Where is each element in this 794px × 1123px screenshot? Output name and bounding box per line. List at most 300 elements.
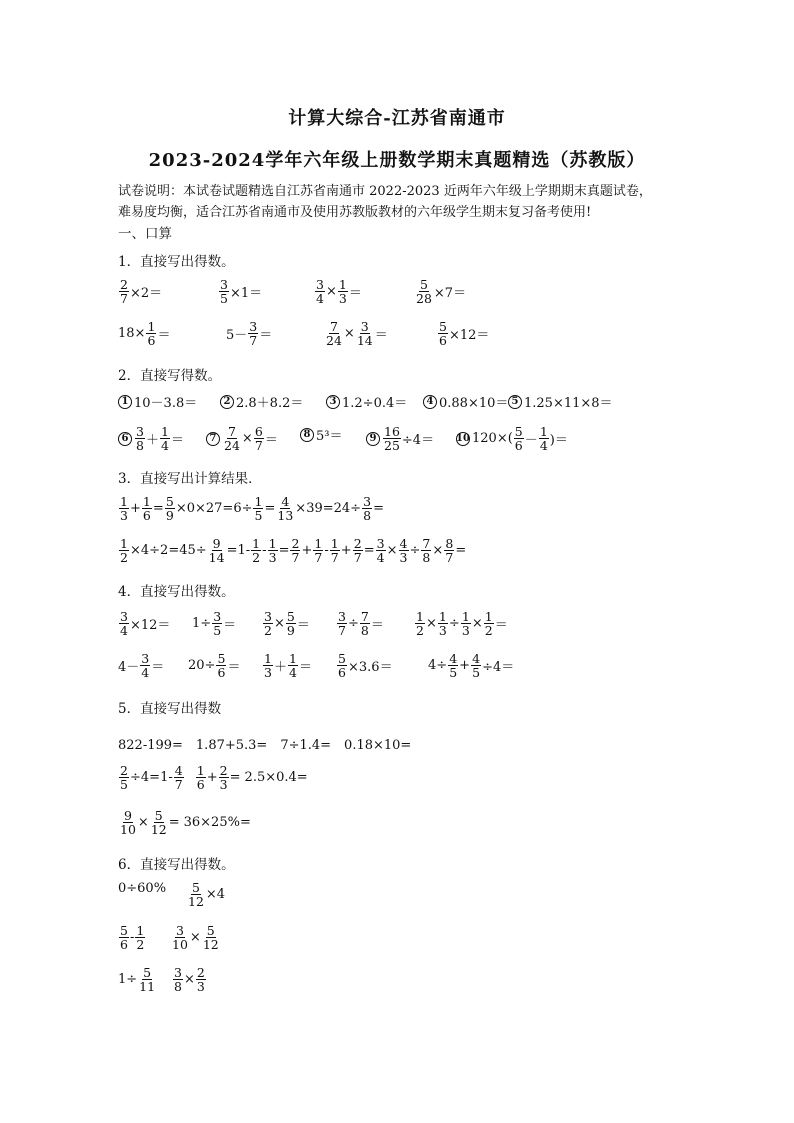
fraction — [216, 652, 226, 679]
q2-row-2 — [0, 425, 794, 455]
circled-number: 4 — [423, 395, 437, 409]
expr-text: = — [278, 543, 290, 558]
denominator: 8 — [363, 508, 372, 523]
q3-line-2 — [118, 537, 466, 564]
denominator: 7 — [353, 550, 362, 565]
denominator: 7 — [314, 550, 323, 565]
expr-text: ＝ — [259, 328, 273, 343]
q2-item-3 — [326, 392, 407, 411]
numerator: 7 — [329, 319, 338, 334]
numerator: 1 — [438, 609, 447, 624]
denominator: 3 — [438, 623, 447, 638]
fraction — [119, 495, 129, 522]
expr-text: 1÷ — [118, 972, 138, 987]
denominator: 4 — [161, 438, 169, 453]
expr-text: ＝ — [296, 618, 310, 633]
numerator: 1 — [142, 494, 151, 509]
expr-text: ÷4＝ — [482, 660, 515, 675]
expr-text: × — [343, 326, 355, 341]
expr-text: 18× — [118, 326, 146, 341]
expr-text: + — [206, 770, 218, 785]
fraction — [171, 924, 189, 951]
q4-item-3 — [262, 610, 310, 637]
expr-text: - — [130, 930, 135, 945]
fraction — [142, 495, 152, 522]
circled-number: 2 — [220, 395, 234, 409]
fraction — [196, 764, 206, 791]
q2-item-9 — [366, 425, 434, 452]
denominator: 7 — [445, 550, 454, 565]
document-subtitle: 2023-2024学年六年级上册数学期末真题精选（苏教版） — [148, 150, 646, 171]
expr-text: - — [262, 543, 267, 558]
denominator: 4 — [141, 665, 150, 680]
numerator: 2 — [196, 965, 205, 980]
fraction — [219, 764, 229, 791]
denominator: 25 — [384, 438, 400, 453]
numerator: 1 — [161, 424, 169, 439]
q1-item-5 — [118, 320, 170, 347]
circled-number: 1 — [118, 395, 132, 409]
fraction — [146, 320, 156, 347]
q4-item-10 — [428, 652, 514, 679]
fraction — [263, 610, 273, 637]
denominator: 5 — [449, 665, 458, 680]
fraction — [263, 652, 273, 679]
document-title: 计算大综合-江苏省南通市 — [288, 108, 506, 129]
expr-text: － — [524, 433, 538, 448]
denominator: 4 — [376, 550, 385, 565]
denominator: 7 — [338, 623, 346, 638]
denominator: 3 — [120, 508, 128, 523]
expr-text: 36×25%= — [183, 815, 251, 830]
denominator: 7 — [249, 333, 258, 348]
expr-text: ×1＝ — [230, 286, 263, 301]
expr-text: = — [168, 815, 180, 830]
circled-number: 7 — [206, 432, 220, 446]
numerator: 2 — [291, 536, 300, 551]
denominator: 8 — [422, 550, 431, 565]
denominator: 5 — [120, 777, 128, 792]
denominator: 8 — [136, 438, 144, 453]
denominator: 3 — [196, 979, 205, 994]
expr-text: ×4 — [205, 887, 226, 902]
fraction — [461, 610, 471, 637]
circled-number: 9 — [366, 432, 380, 446]
intro-line-2: 难易度均衡，适合江苏省南通市及使用苏教版教材的六年级学生期末复习备考使用! — [118, 205, 592, 220]
numerator: 1 — [314, 536, 323, 551]
q5-line-3 — [118, 809, 251, 836]
expr-text: 4÷ — [428, 658, 448, 673]
q4-item-4 — [336, 610, 384, 637]
expr-text: × — [189, 930, 201, 945]
expr-text: )＝ — [549, 433, 568, 448]
q2-heading: 2．直接写得数。 — [118, 368, 222, 384]
expr-text: ＝ — [157, 328, 171, 343]
numerator: 5 — [165, 494, 174, 509]
denominator: 11 — [139, 979, 156, 994]
numerator: 4 — [174, 763, 183, 778]
fraction — [119, 809, 137, 836]
fraction — [337, 652, 347, 679]
denominator: 4 — [289, 665, 297, 680]
numerator: 1 — [264, 651, 272, 666]
q4-item-8 — [262, 652, 312, 679]
denominator: 10 — [120, 822, 136, 837]
expr-text: ×3.6＝ — [348, 660, 393, 675]
q1-item-2 — [218, 278, 262, 305]
expr-text: ÷4＝ — [401, 433, 435, 448]
q5-row-2 — [0, 764, 794, 794]
expr-text: × — [184, 972, 195, 987]
expr-text: 1- — [160, 770, 173, 785]
denominator: 5 — [213, 623, 222, 638]
numerator: 5 — [514, 424, 523, 439]
q1-heading: 1．直接写出得数。 — [118, 254, 235, 270]
expr-text: 2.5×0.4= — [244, 770, 308, 785]
expr-text: = — [229, 770, 241, 785]
expr-text: - — [324, 543, 329, 558]
numerator: 3 — [363, 494, 372, 509]
expr-text: ＝ — [348, 286, 362, 301]
numerator: 1 — [416, 609, 424, 624]
denominator: 14 — [208, 550, 225, 565]
numerator: 2 — [120, 277, 128, 292]
numerator: 5 — [217, 651, 226, 666]
expr-text: ＝ — [171, 433, 185, 448]
denominator: 6 — [439, 333, 447, 348]
q1-item-7 — [324, 320, 388, 347]
numerator: 1 — [330, 536, 339, 551]
expr-text: ＝ — [494, 618, 508, 633]
q6-item-3 — [118, 924, 146, 951]
expr-text: ＝ — [151, 660, 165, 675]
fraction — [290, 537, 300, 564]
expr-text: 1÷ — [192, 616, 212, 631]
fraction — [338, 278, 348, 305]
fraction — [223, 425, 241, 452]
fraction — [119, 764, 129, 791]
expr-text: 4－ — [118, 660, 140, 675]
expr-text: × — [274, 616, 285, 631]
denominator: 12 — [202, 937, 219, 952]
denominator: 24 — [326, 333, 342, 348]
numerator: 1 — [539, 424, 548, 439]
expr-text: = — [455, 543, 467, 558]
intro-line-1: 试卷说明：本试卷试题精选自江苏省南通市 2022-2023 近两年六年级上学期期末真题试卷， — [118, 184, 652, 199]
numerator: 7 — [227, 424, 236, 439]
fraction — [376, 537, 386, 564]
numerator: 1 — [268, 536, 277, 551]
fraction — [165, 495, 175, 522]
q6-row-3 — [0, 966, 794, 996]
q6-item-2 — [186, 881, 225, 908]
denominator: 5 — [254, 508, 263, 523]
expr-text: ×4÷2= — [130, 543, 180, 558]
denominator: 6 — [120, 937, 128, 952]
denominator: 7 — [330, 550, 339, 565]
q4-row-2 — [0, 652, 794, 682]
numerator: 4 — [449, 651, 458, 666]
numerator: 5 — [286, 609, 295, 624]
expr-text: ×2＝ — [130, 286, 163, 301]
numerator: 3 — [175, 923, 184, 938]
expr-text: × — [326, 284, 337, 299]
expr-text: ÷ — [409, 543, 421, 558]
expr-text: × — [426, 616, 437, 631]
q5-line-2 — [118, 764, 308, 791]
denominator: 12 — [188, 894, 204, 909]
expr-text: ＝ — [299, 660, 313, 675]
numerator: 5 — [439, 319, 447, 334]
expr-text: 20÷ — [188, 658, 216, 673]
fraction — [254, 425, 264, 452]
q6-row-1 — [0, 881, 794, 911]
numerator: 5 — [338, 651, 346, 666]
denominator: 2 — [484, 623, 493, 638]
expr-text: 2.8＋8.2＝ — [236, 396, 304, 411]
fraction — [160, 425, 170, 452]
numerator: 5 — [143, 965, 152, 980]
numerator: 1 — [136, 923, 145, 938]
q4-item-1 — [118, 610, 170, 637]
denominator: 4 — [539, 438, 548, 453]
expr-text: ×12＝ — [130, 618, 171, 633]
fraction — [315, 278, 325, 305]
circled-number: 5 — [508, 395, 522, 409]
expr-text: ＝ — [264, 433, 278, 448]
expr-text: 0.88×10＝ — [439, 396, 509, 411]
expr-text: + — [130, 501, 141, 516]
denominator: 3 — [338, 291, 347, 306]
numerator: 7 — [422, 536, 431, 551]
q3-line-1 — [118, 495, 384, 522]
fraction — [248, 320, 258, 347]
expr-text: 1- — [237, 543, 251, 558]
numerator: 3 — [136, 424, 144, 439]
q1-item-8 — [437, 320, 489, 347]
q4-item-6 — [118, 652, 164, 679]
expr-text: ＝ — [223, 618, 237, 633]
denominator: 7 — [254, 438, 263, 453]
fraction — [268, 537, 278, 564]
fraction — [330, 537, 340, 564]
denominator: 4 — [316, 291, 324, 306]
denominator: 3 — [264, 665, 272, 680]
numerator: 1 — [289, 651, 297, 666]
denominator: 4 — [120, 623, 128, 638]
fraction — [337, 610, 347, 637]
denominator: 7 — [174, 777, 183, 792]
fraction — [421, 537, 431, 564]
fraction — [360, 610, 370, 637]
q6-item-1 — [118, 881, 166, 896]
circled-number: 10 — [456, 433, 470, 444]
expr-text: ＝ — [370, 618, 384, 633]
fraction — [438, 610, 448, 637]
fraction — [135, 425, 145, 452]
numerator: 2 — [219, 763, 228, 778]
expr-text: = — [373, 501, 384, 516]
numerator: 3 — [338, 609, 346, 624]
expr-text: ×7＝ — [433, 286, 467, 301]
expr-text: 0÷60% — [118, 881, 167, 896]
fraction — [173, 966, 183, 993]
expr-text: 5³＝ — [316, 429, 343, 444]
denominator: 12 — [150, 822, 167, 837]
denominator: 8 — [360, 623, 369, 638]
fraction — [484, 610, 494, 637]
numerator: 2 — [120, 763, 128, 778]
fraction — [251, 537, 261, 564]
fraction — [288, 652, 298, 679]
denominator: 9 — [165, 508, 174, 523]
numerator: 4 — [399, 536, 408, 551]
numerator: 1 — [120, 536, 128, 551]
expr-text: 6÷ — [233, 501, 253, 516]
fraction — [174, 764, 184, 791]
q2-item-4 — [423, 392, 508, 411]
fraction — [356, 320, 374, 347]
expr-text: 5－ — [226, 328, 248, 343]
expr-text: = — [226, 543, 238, 558]
denominator: 2 — [264, 623, 272, 638]
fraction — [399, 537, 409, 564]
q6-heading: 6．直接写出得数。 — [118, 857, 235, 873]
q6-item-4 — [170, 924, 221, 951]
expr-text: ÷4= — [130, 770, 161, 785]
q4-item-7 — [188, 652, 240, 679]
fraction — [208, 537, 226, 564]
denominator: 3 — [268, 550, 277, 565]
numerator: 3 — [316, 277, 324, 292]
denominator: 3 — [219, 777, 228, 792]
denominator: 7 — [291, 550, 300, 565]
fraction — [219, 278, 229, 305]
fraction — [444, 537, 454, 564]
numerator: 1 — [252, 536, 261, 551]
expr-text: = — [363, 543, 375, 558]
numerator: 9 — [123, 808, 132, 823]
expr-text: ×12＝ — [449, 328, 490, 343]
expr-text: × — [386, 543, 398, 558]
denominator: 7 — [120, 291, 128, 306]
numerator: 3 — [174, 965, 182, 980]
fraction — [353, 537, 363, 564]
q1-item-6 — [226, 320, 272, 347]
section-heading: 一、口算 — [118, 226, 172, 242]
numerator: 3 — [360, 319, 369, 334]
q1-item-3 — [314, 278, 362, 305]
q4-item-5 — [414, 610, 508, 637]
q6-item-5 — [118, 966, 157, 993]
numerator: 3 — [376, 536, 385, 551]
fraction — [187, 881, 205, 908]
numerator: 5 — [154, 808, 163, 823]
expr-text: ＋ — [146, 433, 160, 448]
circled-number: 8 — [300, 428, 314, 442]
circled-number: 3 — [326, 395, 340, 409]
expr-text: 24÷ — [333, 501, 362, 516]
numerator: 1 — [338, 277, 347, 292]
q2-item-5 — [508, 392, 613, 411]
numerator: 4 — [472, 651, 481, 666]
fraction — [286, 610, 296, 637]
expr-text: ÷ — [448, 616, 460, 631]
numerator: 1 — [120, 494, 128, 509]
expr-text: + — [301, 543, 313, 558]
expr-text: ÷ — [348, 616, 359, 631]
numerator: 4 — [281, 494, 290, 509]
numerator: 1 — [461, 609, 470, 624]
q5-line-1: 822-199= 1.87+5.3= 7÷1.4= 0.18×10= — [118, 738, 412, 753]
q2-item-1 — [118, 392, 197, 411]
numerator: 8 — [445, 536, 454, 551]
expr-text: × — [137, 815, 149, 830]
fraction — [448, 652, 458, 679]
q5-heading: 5．直接写出得数 — [118, 701, 222, 717]
denominator: 8 — [174, 979, 182, 994]
denominator: 9 — [286, 623, 295, 638]
denominator: 5 — [472, 665, 481, 680]
q4-item-9 — [336, 652, 393, 679]
denominator: 24 — [224, 438, 240, 453]
denominator: 2 — [416, 623, 424, 638]
denominator: 6 — [514, 438, 523, 453]
expr-text: ＝ — [227, 660, 241, 675]
denominator: 13 — [277, 508, 294, 523]
numerator: 6 — [254, 424, 263, 439]
q5-row-3 — [0, 809, 794, 839]
fraction — [140, 652, 150, 679]
q3-row-2 — [0, 537, 794, 567]
q3-heading: 3．直接写出计算结果． — [118, 471, 262, 487]
fraction — [138, 966, 156, 993]
q1-row-1 — [0, 278, 794, 308]
denominator: 2 — [252, 550, 261, 565]
numerator: 3 — [264, 609, 272, 624]
expr-text: ＋ — [274, 660, 288, 675]
fraction — [135, 924, 145, 951]
denominator: 5 — [220, 291, 228, 306]
fraction — [415, 610, 425, 637]
q1-row-2 — [0, 320, 794, 350]
numerator: 1 — [196, 763, 205, 778]
fraction — [383, 425, 401, 452]
q1-item-1 — [118, 278, 162, 305]
numerator: 1 — [484, 609, 493, 624]
expr-text: + — [340, 543, 352, 558]
denominator: 6 — [338, 665, 346, 680]
numerator: 5 — [419, 277, 428, 292]
q2-item-8 — [300, 425, 342, 444]
fraction — [539, 425, 549, 452]
expr-text: ＝ — [374, 328, 388, 343]
fraction — [313, 537, 323, 564]
q6-item-6 — [172, 966, 207, 993]
q2-row-1 — [0, 392, 794, 422]
fraction — [119, 278, 129, 305]
denominator: 6 — [217, 665, 226, 680]
q1-item-4 — [414, 278, 466, 305]
numerator: 5 — [191, 880, 200, 895]
expr-text: ×39= — [295, 501, 334, 516]
fraction — [325, 320, 343, 347]
numerator: 3 — [141, 651, 150, 666]
numerator: 5 — [120, 923, 128, 938]
fraction — [119, 610, 129, 637]
q2-item-7 — [206, 425, 278, 452]
q2-item-6 — [118, 425, 184, 452]
